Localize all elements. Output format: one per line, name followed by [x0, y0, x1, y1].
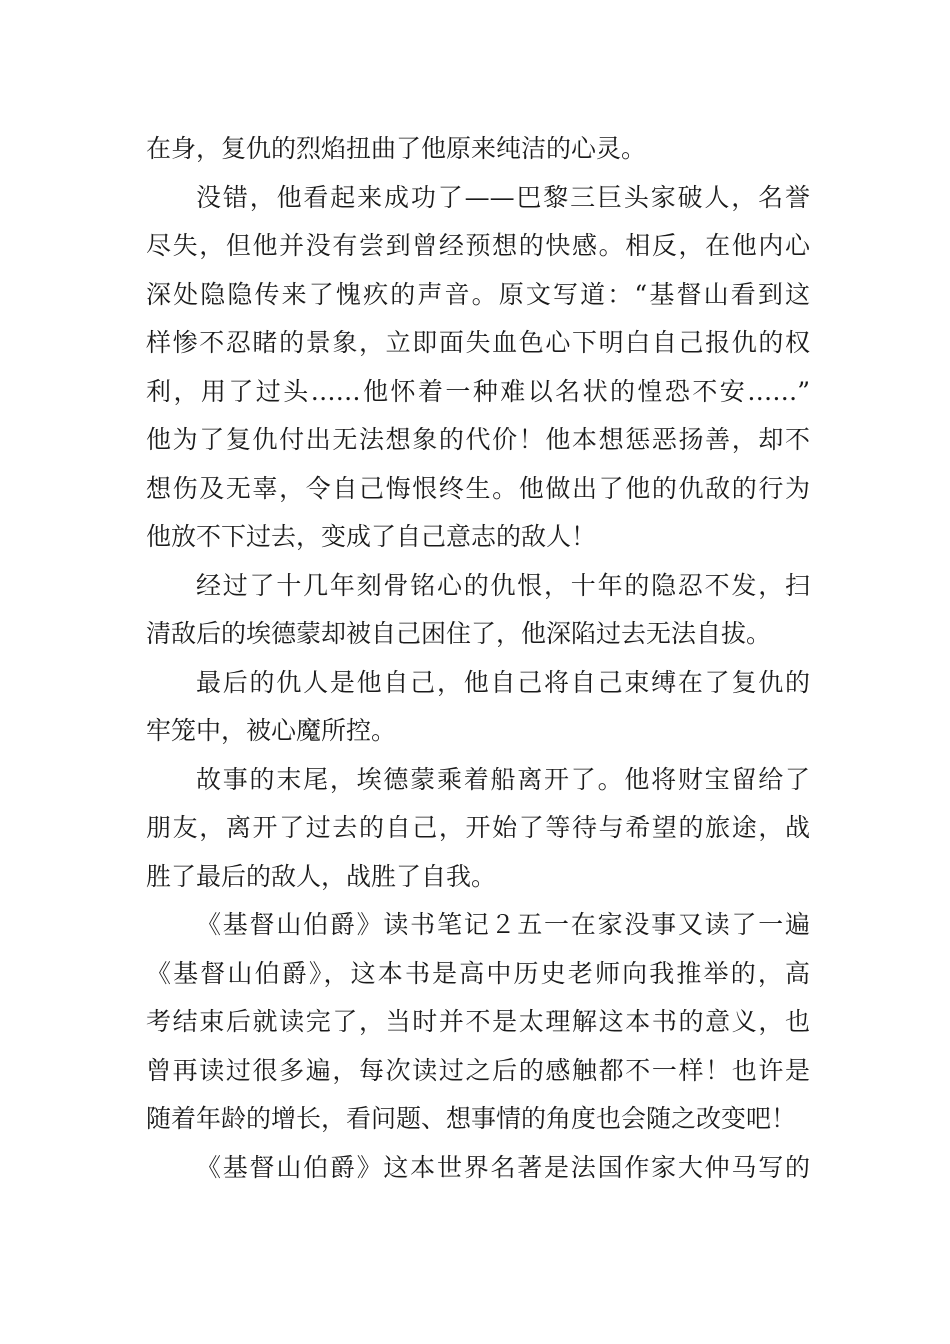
paragraph-first-line: 《基督山伯爵》读书笔记２五一在家没事又读了一遍: [196, 910, 810, 939]
text-line: 清敌后的埃德蒙却被自己困住了，他深陷过去无法自拔。: [146, 619, 772, 648]
text-line: 他为了复仇付出无法想象的代价！他本想惩恶扬善，却不: [146, 425, 810, 454]
text-line: 朋友，离开了过去的自己，开始了等待与希望的旅途，战: [146, 813, 810, 842]
text-line: 想伤及无辜，令自己悔恨终生。他做出了他的仇敌的行为: [146, 473, 810, 503]
text-line: 尽失，但他并没有尝到曾经预想的快感。相反，在他内心: [146, 231, 810, 260]
text-line: 《基督山伯爵》，这本书是高中历史老师向我推举的，高: [146, 958, 810, 988]
text-line: 胜了最后的敌人，战胜了自我。: [146, 861, 497, 891]
paragraph-first-line: 故事的末尾，埃德蒙乘着船离开了。他将财宝留给了: [196, 764, 810, 794]
text-line: 样惨不忍睹的景象，立即面失血色心下明白自己报仇的权: [146, 328, 810, 357]
text-line: 考结束后就读完了，当时并不是太理解这本书的意义，也: [146, 1007, 810, 1036]
text-line: 他放不下过去，变成了自己意志的敌人！: [146, 522, 597, 551]
text-line: 随着年龄的增长，看问题、想事情的角度也会随之改变吧！: [146, 1104, 797, 1133]
paragraph-first-line: 最后的仇人是他自己，他自己将自己束缚在了复仇的: [196, 667, 810, 697]
text-line: 利，用了过头……他怀着一种难以名状的惶恐不安……”: [146, 376, 810, 406]
text-line: 深处隐隐传来了愧疚的声音。原文写道：“基督山看到这: [146, 279, 810, 309]
text-line: 曾再读过很多遍，每次读过之后的感触都不一样！也许是: [146, 1055, 810, 1085]
body-text: [146, 125, 810, 1192]
paragraph-first-line: 《基督山伯爵》这本世界名著是法国作家大仲马写的: [196, 1152, 810, 1182]
text-line: 在身，复仇的烈焰扭曲了他原来纯洁的心灵。: [146, 134, 647, 163]
paragraph-first-line: 经过了十几年刻骨铭心的仇恨，十年的隐忍不发，扫: [196, 570, 810, 600]
paragraph-first-line: 没错，他看起来成功了——巴黎三巨头家破人，名誉: [196, 182, 810, 212]
text-line: 牢笼中，被心魔所控。: [146, 716, 397, 745]
